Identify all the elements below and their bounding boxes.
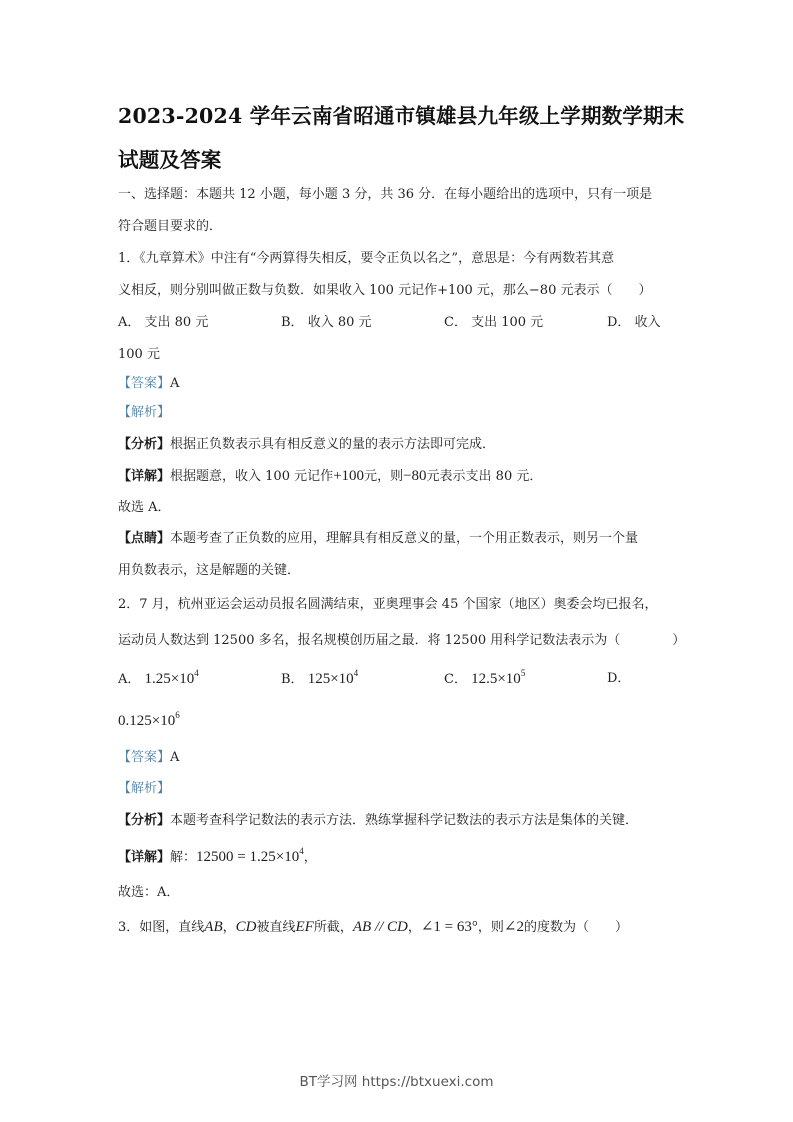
xiangjie-math <box>196 846 304 865</box>
footer-watermark: BT学习网 https://btxuexi.com <box>299 1074 494 1090</box>
math-base: 0.125×10 <box>118 713 176 729</box>
q2-conclusion: 故选：A． <box>118 885 180 900</box>
math-cd: CD <box>235 919 257 935</box>
q2-option-d <box>607 670 630 688</box>
q2-answer <box>118 749 179 767</box>
math-exponent: 4 <box>194 668 199 678</box>
option-math <box>471 668 526 687</box>
q2-xiangjie <box>118 848 317 867</box>
q1-option-c <box>444 314 543 332</box>
xiangjie-tag: 【详解】 <box>118 469 171 484</box>
option-label: B． <box>281 672 304 687</box>
q2-stem-line1: 2．7 月，杭州亚运会运动员报名圆满结束，亚奥理事会 45 个国家（地区）奥委会均已报名， <box>118 597 658 612</box>
section-instructions-line1: 一、选择题：本题共 12 小题，每小题 3 分，共 36 分．在每小题给出的选项中，只有一项是 <box>118 187 653 202</box>
option-label: B． <box>281 315 304 330</box>
q2-fenxi <box>118 812 638 830</box>
option-label: D． <box>607 315 631 330</box>
xiangjie-text-pre: 根据题意，收入 100 元记作 <box>170 469 334 484</box>
q3-text-mid2: 所截， <box>313 920 353 935</box>
xiangjie-text-pre: 解： <box>170 850 197 865</box>
math-parallel: AB // CD <box>352 919 408 935</box>
q1-analysis-heading <box>118 404 170 422</box>
option-label: C． <box>444 672 467 687</box>
q2-stem-line2: 运动员人数达到 12500 多名，报名规模创历届之最．将 12500 用科学记数法表示为（ ） <box>118 633 686 648</box>
q1-dianjing-line2: 用负数表示，这是解题的关键． <box>118 563 301 578</box>
answer-tag: 【答案】 <box>118 376 171 391</box>
math-ef: EF <box>295 919 314 935</box>
answer-value: A <box>170 376 180 391</box>
q2-option-d-continued <box>118 712 180 730</box>
math-base: 12500 = 1.25×10 <box>196 849 300 865</box>
option-label: A． <box>118 672 141 687</box>
xiangjie-tag: 【详解】 <box>118 850 171 865</box>
q2-option-c <box>444 670 525 689</box>
math-base: 12.5×10 <box>471 671 521 687</box>
fenxi-text: 本题考查科学记数法的表示方法．熟练掌握科学记数法的表示方法是集体的关键． <box>170 813 639 828</box>
answer-value: A <box>170 750 180 765</box>
q2-analysis-heading <box>118 780 170 798</box>
q1-answer <box>118 375 179 393</box>
math-exponent: 5 <box>520 668 526 678</box>
dianjing-tag: 【点睛】 <box>118 531 171 546</box>
option-label: D． <box>607 671 631 686</box>
math-exponent: 6 <box>175 710 180 720</box>
option-text: 收入 80 元 <box>307 315 372 330</box>
math-exponent: 4 <box>353 668 359 678</box>
analysis-tag: 【解析】 <box>118 781 171 796</box>
option-label: C． <box>444 315 467 330</box>
math-ab: AB <box>204 919 223 935</box>
q3-separator: ， <box>407 920 421 935</box>
q2-option-a <box>118 670 199 689</box>
math-angle1: ∠1 = 63° <box>420 919 478 935</box>
math-base: 125×10 <box>307 671 354 687</box>
analysis-tag: 【解析】 <box>118 405 171 420</box>
document-title-line2: 试题及答案 <box>118 148 222 172</box>
q3-stem <box>118 918 628 937</box>
q1-fenxi <box>118 436 495 454</box>
xiangjie-text-mid: 元，则 <box>364 469 404 484</box>
fenxi-tag: 【分析】 <box>118 437 171 452</box>
option-text: 支出 100 元 <box>471 315 544 330</box>
option-label: A． <box>118 315 141 330</box>
q1-option-b <box>281 314 372 332</box>
math-base: 1.25×10 <box>144 671 195 687</box>
q1-stem-line1: 1．《九章算术》中注有“今两算得失相反，要令正负以名之”，意思是：今有两数若其意 <box>118 251 615 266</box>
xiangjie-text-post: ， <box>303 850 317 865</box>
xiangjie-text-post: 元表示支出 80 元． <box>426 469 543 484</box>
q1-conclusion: 故选 A． <box>118 500 171 515</box>
answer-tag: 【答案】 <box>118 750 171 765</box>
section-instructions-line2: 符合题目要求的． <box>118 219 223 234</box>
q3-text-post: 的度数为（ ） <box>523 920 628 935</box>
option-text: 收入 <box>634 315 661 330</box>
q3-text-pre: 3．如图，直线 <box>118 920 205 935</box>
math-angle2: ∠2 <box>503 919 524 935</box>
q1-xiangjie <box>118 467 542 486</box>
q3-text-mid1: 被直线 <box>256 920 296 935</box>
q1-option-a <box>118 314 208 332</box>
dianjing-text: 本题考查了正负数的应用，理解具有相反意义的量，一个用正数表示，则另一个量 <box>170 531 639 546</box>
q1-option-d <box>607 314 661 332</box>
option-math <box>144 668 199 687</box>
document-title-line1: 2023-2024 学年云南省昭通市镇雄县九年级上学期数学期末 <box>118 104 685 128</box>
option-text: 支出 80 元 <box>144 315 209 330</box>
fenxi-tag: 【分析】 <box>118 813 171 828</box>
math-exponent: 4 <box>299 846 304 856</box>
math-plus-100: +100 <box>333 468 365 484</box>
q1-stem-line2: 义相反，则分别叫做正数与负数．如果收入 100 元记作+100 元，那么−80 元表示（ ） <box>118 283 652 298</box>
q2-option-b <box>281 670 358 689</box>
q1-dianjing-line1 <box>118 530 638 548</box>
q3-text-mid3: ，则 <box>477 920 504 935</box>
fenxi-text: 根据正负数表示具有相反意义的量的表示方法即可完成． <box>170 437 496 452</box>
q1-option-d-continued: 100 元 <box>118 347 160 362</box>
math-minus-80: −80 <box>403 468 427 484</box>
q3-separator: ， <box>222 920 236 935</box>
option-math <box>307 668 359 687</box>
